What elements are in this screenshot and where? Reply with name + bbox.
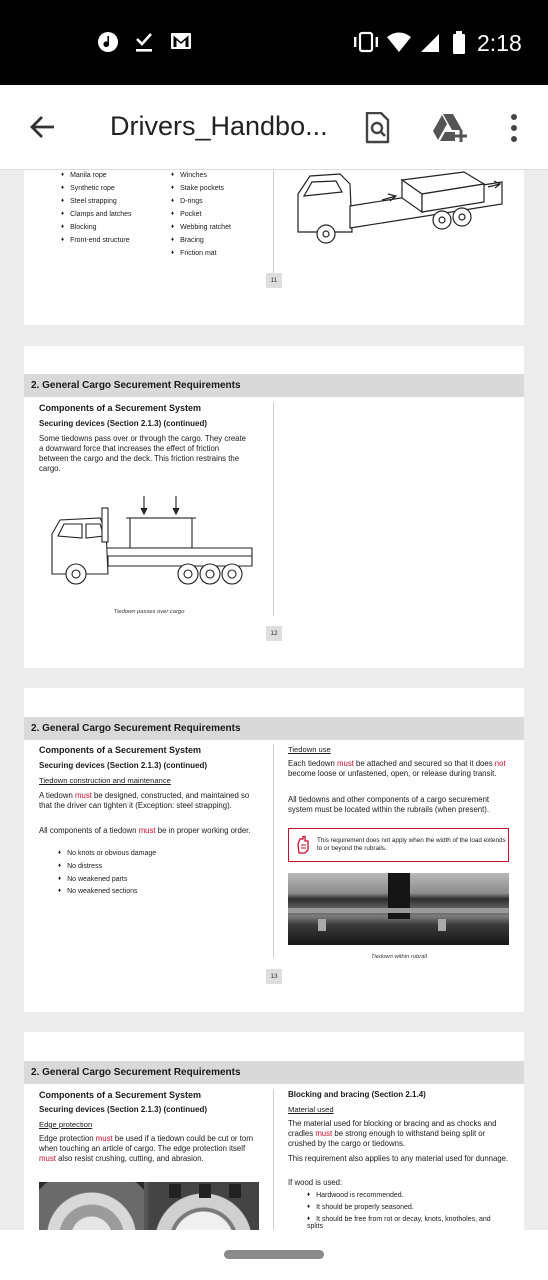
paragraph: Each tiedown must be attached and secured so that it does not become loose or unfastened, open, or release during transit. xyxy=(288,759,506,779)
section-header: 2. General Cargo Securement Requirements xyxy=(24,1061,524,1084)
find-in-document-icon[interactable] xyxy=(364,112,390,149)
edge-protection-photo xyxy=(39,1182,259,1230)
cell-signal-icon xyxy=(420,31,440,58)
subsection-link: Edge protection xyxy=(39,1120,93,1129)
list-item: ♦ Clamps and latches xyxy=(61,211,132,218)
list-item: ♦ Synthetic rope xyxy=(61,185,115,192)
paragraph: If wood is used: xyxy=(288,1178,343,1187)
column-divider xyxy=(273,402,274,616)
list-item: ♦ It should be free from rot or decay, knots, knotholes, and splits xyxy=(307,1216,507,1230)
page-number: 11 xyxy=(266,273,282,288)
paragraph: A tiedown must be designed, constructed, and maintained so that the driver can tighten it (Exception: steel strapping). xyxy=(39,791,250,811)
list-item: ♦ Pocket xyxy=(171,211,201,218)
page-number: 12 xyxy=(266,626,282,641)
navigation-bar xyxy=(0,1230,548,1280)
subsection-link: Material used xyxy=(288,1105,334,1114)
list-item: ♦ Friction mat xyxy=(171,250,217,257)
column-divider xyxy=(273,744,274,958)
list-item: ♦ It should be properly seasoned. xyxy=(307,1204,414,1211)
figure-caption: Tiedown passes over cargo xyxy=(113,609,185,615)
paragraph: All components of a tiedown must be in proper working order. xyxy=(39,826,251,835)
list-item: ♦ Front-end structure xyxy=(61,237,130,244)
subsection-link: Tiedown use xyxy=(288,745,331,754)
paragraph: This requirement also applies to any material used for dunnage. xyxy=(288,1154,509,1163)
subsection-link: Tiedown construction and maintenance xyxy=(39,776,171,785)
home-gesture-handle[interactable] xyxy=(224,1250,324,1259)
status-bar xyxy=(0,0,548,85)
pdf-page-11 xyxy=(24,170,524,325)
section-header: 2. General Cargo Securement Requirements xyxy=(24,717,524,740)
app-bar xyxy=(0,85,548,170)
list-item: ♦ No distress xyxy=(58,863,102,870)
note-box xyxy=(288,828,509,862)
page-subheading: Securing devices (Section 2.1.3) (continued) xyxy=(39,419,208,428)
hand-warning-icon xyxy=(295,835,311,860)
page-number: 13 xyxy=(266,969,282,984)
page-subheading: Securing devices (Section 2.1.3) (continued) xyxy=(39,1105,208,1114)
paragraph: Edge protection must be used if a tiedown could be cut or torn when touching an article of cargo. The edge protection itself must also resist crushing, cutting, and abrasion. xyxy=(39,1134,254,1164)
list-item: ♦ Steel strapping xyxy=(61,198,117,205)
more-options-icon[interactable] xyxy=(510,113,518,148)
paragraph: All tiedowns and other components of a cargo securement system must be located within the rubrails (when present). xyxy=(288,795,490,815)
column-divider xyxy=(273,170,274,274)
flatbed-truck-drawing xyxy=(292,170,508,250)
battery-icon xyxy=(452,31,466,60)
column-divider xyxy=(273,1089,274,1230)
pdf-page-14 xyxy=(24,1032,524,1230)
list-item: ♦ Winches xyxy=(171,172,207,179)
wifi-icon xyxy=(386,31,412,58)
list-item: ♦ No weakened sections xyxy=(58,888,138,895)
list-item: ♦ No weakened parts xyxy=(58,876,127,883)
section-header: 2. General Cargo Securement Requirements xyxy=(24,374,524,397)
list-item: ♦ Manila rope xyxy=(61,172,107,179)
page-heading: Components of a Securement System xyxy=(39,403,202,413)
music-notification-icon xyxy=(97,31,119,58)
list-item: ♦ Bracing xyxy=(171,237,204,244)
pdf-page-13 xyxy=(24,688,524,1012)
pdf-viewer[interactable] xyxy=(0,170,548,1230)
rubrail-photo xyxy=(288,873,509,945)
page-heading: Components of a Securement System xyxy=(39,1090,202,1100)
add-to-drive-icon[interactable] xyxy=(432,113,468,148)
back-arrow-icon[interactable] xyxy=(28,113,56,146)
list-item: ♦ No knots or obvious damage xyxy=(58,850,156,857)
paragraph: Some tiedowns pass over or through the cargo. They create a downward force that increases the effect of friction between the cargo and the deck. This friction restrains the cargo. xyxy=(39,434,247,474)
figure-caption: Tiedown within rubrail xyxy=(370,954,427,960)
page-heading: Components of a Securement System xyxy=(39,745,202,755)
truck-tiedown-drawing xyxy=(48,494,258,594)
gmail-icon xyxy=(170,31,192,56)
page-subheading: Securing devices (Section 2.1.3) (continued) xyxy=(39,761,208,770)
list-item: ♦ D-rings xyxy=(171,198,203,205)
list-item: ♦ Stake pockets xyxy=(171,185,224,192)
document-title: Drivers_Handbo... xyxy=(110,111,328,141)
note-text: This requirement does not apply when the width of the load extends to or beyond the rubrails. xyxy=(317,837,506,853)
download-done-icon xyxy=(134,31,154,58)
clock: 2:18 xyxy=(477,30,522,56)
list-item: ♦ Webbing ratchet xyxy=(171,224,231,231)
pdf-page-12 xyxy=(24,346,524,668)
vibrate-icon xyxy=(352,31,380,58)
paragraph: The material used for blocking or bracing and as chocks and cradles must be strong enough to withstand being split or crushed by the cargo or tiedowns. xyxy=(288,1119,497,1149)
list-item: ♦ Blocking xyxy=(61,224,97,231)
list-item: ♦ Hardwood is recommended. xyxy=(307,1192,404,1199)
right-column-heading: Blocking and bracing (Section 2.1.4) xyxy=(288,1090,426,1099)
